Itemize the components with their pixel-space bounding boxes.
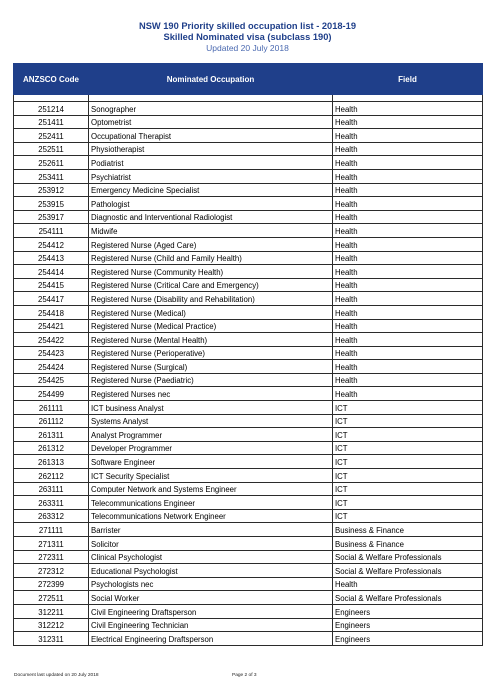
field-cell: ICT (333, 428, 483, 442)
anzsco-code-cell: 271111 (14, 523, 89, 537)
table-row (14, 265, 483, 279)
table-row (14, 469, 483, 483)
document-subtitle: Skilled Nominated visa (subclass 190) (163, 32, 332, 42)
field-cell: Social & Welfare Professionals (333, 591, 483, 605)
table-row (14, 197, 483, 211)
anzsco-code-cell: 253411 (14, 169, 89, 183)
anzsco-code-cell: 251214 (14, 102, 89, 116)
anzsco-code-cell: 251411 (14, 115, 89, 129)
table-row (14, 333, 483, 347)
field-cell: ICT (333, 482, 483, 496)
table-row (14, 632, 483, 646)
occupation-cell: Civil Engineering Draftsperson (89, 604, 333, 618)
occupation-table (13, 63, 483, 646)
anzsco-code-cell: 252511 (14, 142, 89, 156)
anzsco-code-cell: 254499 (14, 387, 89, 401)
occupation-cell: Midwife (89, 224, 333, 238)
column-header-field: Field (333, 64, 483, 95)
anzsco-code-cell: 263111 (14, 482, 89, 496)
anzsco-code-cell: 271311 (14, 537, 89, 551)
field-cell: Health (333, 156, 483, 170)
field-cell: Health (333, 577, 483, 591)
field-cell: ICT (333, 441, 483, 455)
field-cell: Health (333, 346, 483, 360)
field-cell: Health (333, 319, 483, 333)
anzsco-code-cell: 254413 (14, 251, 89, 265)
anzsco-code-cell: 254418 (14, 305, 89, 319)
table-row (14, 319, 483, 333)
occupation-cell: Educational Psychologist (89, 564, 333, 578)
table-row (14, 428, 483, 442)
anzsco-code-cell: 254414 (14, 265, 89, 279)
anzsco-code-cell: 272399 (14, 577, 89, 591)
occupation-cell: Registered Nurse (Critical Care and Emergency) (89, 278, 333, 292)
field-cell: ICT (333, 401, 483, 415)
table-row (14, 550, 483, 564)
field-cell: Social & Welfare Professionals (333, 550, 483, 564)
table-row (14, 577, 483, 591)
anzsco-code-cell: 254425 (14, 373, 89, 387)
anzsco-code-cell: 254412 (14, 237, 89, 251)
table-row (14, 346, 483, 360)
table-row (14, 251, 483, 265)
occupation-cell: Registered Nurse (Aged Care) (89, 237, 333, 251)
anzsco-code-cell: 262112 (14, 469, 89, 483)
table-row (14, 360, 483, 374)
table-row (14, 591, 483, 605)
table-row (14, 618, 483, 632)
field-cell: Health (333, 102, 483, 116)
anzsco-code-cell: 253917 (14, 210, 89, 224)
occupation-cell: Telecommunications Network Engineer (89, 509, 333, 523)
footer-last-updated: Document last updated on 20 July 2018 (14, 673, 99, 678)
anzsco-code-cell: 252411 (14, 129, 89, 143)
field-cell: Health (333, 115, 483, 129)
occupation-cell: Pathologist (89, 197, 333, 211)
occupation-cell: Clinical Psychologist (89, 550, 333, 564)
occupation-cell: Computer Network and Systems Engineer (89, 482, 333, 496)
field-cell: Engineers (333, 618, 483, 632)
occupation-cell: Social Worker (89, 591, 333, 605)
anzsco-code-cell: 272511 (14, 591, 89, 605)
anzsco-code-cell: 261111 (14, 401, 89, 415)
anzsco-code-cell: 254421 (14, 319, 89, 333)
occupation-cell: Occupational Therapist (89, 129, 333, 143)
field-cell: Health (333, 305, 483, 319)
table-row (14, 441, 483, 455)
anzsco-code-cell: 312311 (14, 632, 89, 646)
table-row (14, 509, 483, 523)
field-cell: Health (333, 183, 483, 197)
table-row (14, 237, 483, 251)
anzsco-code-cell: 254415 (14, 278, 89, 292)
updated-date: Updated 20 July 2018 (206, 43, 289, 53)
table-header-row (14, 64, 483, 95)
field-cell: Engineers (333, 604, 483, 618)
table-row (14, 604, 483, 618)
footer-page-number: Page 2 of 3 (232, 673, 257, 678)
field-cell: Health (333, 265, 483, 279)
table-row (14, 414, 483, 428)
occupation-cell: Systems Analyst (89, 414, 333, 428)
field-cell: Health (333, 251, 483, 265)
field-cell: Health (333, 142, 483, 156)
anzsco-code-cell: 254424 (14, 360, 89, 374)
spacer-cell (89, 95, 333, 102)
field-cell: Engineers (333, 632, 483, 646)
table-row (14, 401, 483, 415)
anzsco-code-cell: 261311 (14, 428, 89, 442)
table-row (14, 156, 483, 170)
occupation-cell: Developer Programmer (89, 441, 333, 455)
table-row (14, 129, 483, 143)
occupation-cell: Registered Nurse (Surgical) (89, 360, 333, 374)
anzsco-code-cell: 272312 (14, 564, 89, 578)
field-cell: Business & Finance (333, 523, 483, 537)
occupation-cell: Registered Nurse (Community Health) (89, 265, 333, 279)
table-row (14, 387, 483, 401)
occupation-cell: Registered Nurse (Medical) (89, 305, 333, 319)
field-cell: Health (333, 169, 483, 183)
field-cell: Health (333, 292, 483, 306)
anzsco-code-cell: 254422 (14, 333, 89, 347)
occupation-cell: Registered Nurse (Paediatric) (89, 373, 333, 387)
occupation-cell: Registered Nurse (Child and Family Health) (89, 251, 333, 265)
table-body (14, 95, 483, 646)
column-header-occupation: Nominated Occupation (89, 64, 333, 95)
field-cell: Health (333, 373, 483, 387)
spacer-cell (333, 95, 483, 102)
occupation-cell: Psychiatrist (89, 169, 333, 183)
occupation-cell: Registered Nurse (Medical Practice) (89, 319, 333, 333)
table-row (14, 292, 483, 306)
anzsco-code-cell: 312212 (14, 618, 89, 632)
occupation-cell: ICT business Analyst (89, 401, 333, 415)
occupation-cell: ICT Security Specialist (89, 469, 333, 483)
anzsco-code-cell: 261313 (14, 455, 89, 469)
column-header-code: ANZSCO Code (14, 64, 89, 95)
table-row (14, 496, 483, 510)
occupation-cell: Podiatrist (89, 156, 333, 170)
anzsco-code-cell: 254423 (14, 346, 89, 360)
field-cell: Health (333, 360, 483, 374)
table-row (14, 169, 483, 183)
occupation-cell: Registered Nurse (Perioperative) (89, 346, 333, 360)
anzsco-code-cell: 312211 (14, 604, 89, 618)
table-row (14, 210, 483, 224)
occupation-cell: Diagnostic and Interventional Radiologist (89, 210, 333, 224)
occupation-cell: Software Engineer (89, 455, 333, 469)
occupation-cell: Solicitor (89, 537, 333, 551)
anzsco-code-cell: 254417 (14, 292, 89, 306)
anzsco-code-cell: 272311 (14, 550, 89, 564)
occupation-cell: Telecommunications Engineer (89, 496, 333, 510)
occupation-cell: Civil Engineering Technician (89, 618, 333, 632)
anzsco-code-cell: 263312 (14, 509, 89, 523)
field-cell: Health (333, 333, 483, 347)
table-row (14, 115, 483, 129)
table-row (14, 455, 483, 469)
occupation-cell: Registered Nurses nec (89, 387, 333, 401)
field-cell: Health (333, 237, 483, 251)
occupation-cell: Registered Nurse (Disability and Rehabilitation) (89, 292, 333, 306)
field-cell: Health (333, 197, 483, 211)
field-cell: Business & Finance (333, 537, 483, 551)
document-title: NSW 190 Priority skilled occupation list - 2018-19 (138, 21, 356, 31)
table-row (14, 305, 483, 319)
table-row (14, 537, 483, 551)
table-row (14, 142, 483, 156)
document-header (0, 21, 495, 54)
occupation-cell: Analyst Programmer (89, 428, 333, 442)
field-cell: ICT (333, 414, 483, 428)
field-cell: Health (333, 129, 483, 143)
anzsco-code-cell: 261312 (14, 441, 89, 455)
table-row (14, 564, 483, 578)
table-row (14, 102, 483, 116)
field-cell: Social & Welfare Professionals (333, 564, 483, 578)
field-cell: Health (333, 210, 483, 224)
table-row (14, 183, 483, 197)
table-row (14, 482, 483, 496)
anzsco-code-cell: 252611 (14, 156, 89, 170)
occupation-cell: Optometrist (89, 115, 333, 129)
field-cell: Health (333, 224, 483, 238)
occupation-cell: Sonographer (89, 102, 333, 116)
table-row (14, 224, 483, 238)
occupation-cell: Electrical Engineering Draftsperson (89, 632, 333, 646)
table-row (14, 373, 483, 387)
field-cell: ICT (333, 455, 483, 469)
field-cell: Health (333, 278, 483, 292)
spacer-cell (14, 95, 89, 102)
table-spacer-row (14, 95, 483, 102)
anzsco-code-cell: 253912 (14, 183, 89, 197)
field-cell: ICT (333, 496, 483, 510)
field-cell: Health (333, 387, 483, 401)
anzsco-code-cell: 263311 (14, 496, 89, 510)
anzsco-code-cell: 254111 (14, 224, 89, 238)
field-cell: ICT (333, 469, 483, 483)
field-cell: ICT (333, 509, 483, 523)
occupation-cell: Psychologists nec (89, 577, 333, 591)
occupation-cell: Emergency Medicine Specialist (89, 183, 333, 197)
table-row (14, 523, 483, 537)
anzsco-code-cell: 253915 (14, 197, 89, 211)
anzsco-code-cell: 261112 (14, 414, 89, 428)
occupation-cell: Barrister (89, 523, 333, 537)
occupation-cell: Physiotherapist (89, 142, 333, 156)
occupation-cell: Registered Nurse (Mental Health) (89, 333, 333, 347)
table-row (14, 278, 483, 292)
